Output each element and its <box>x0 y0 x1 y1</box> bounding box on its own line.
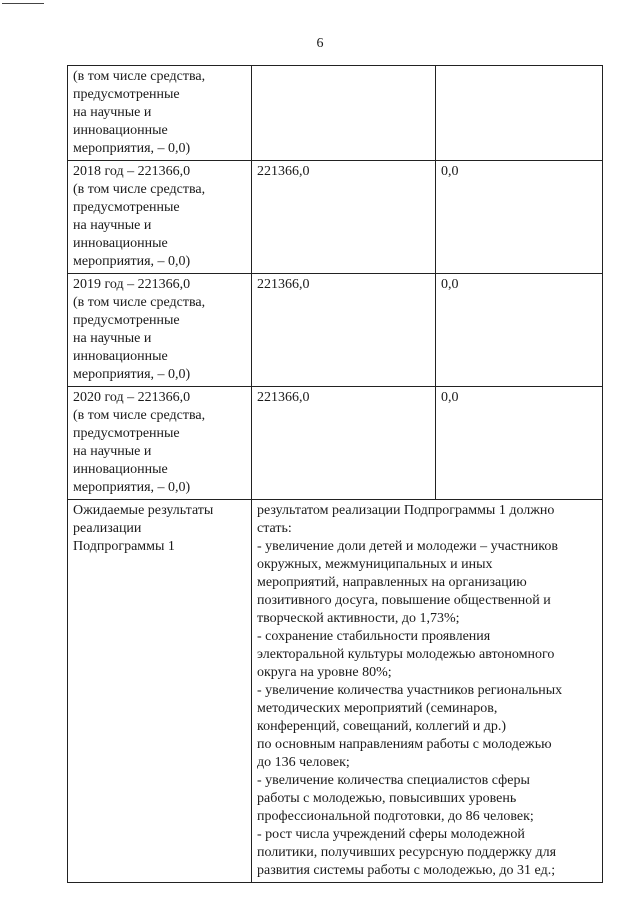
cell-text-line: округа на уровне 80%; <box>257 665 392 680</box>
budget-value-cell <box>252 387 436 500</box>
table-row-expected-results <box>68 500 603 883</box>
cell-text-line: (в том числе средства, <box>73 182 206 197</box>
cell-text-line: - увеличение количества участников региональных <box>257 683 563 698</box>
funding-description-cell <box>68 161 252 274</box>
cell-text-line: (в том числе средства, <box>73 295 206 310</box>
cell-text-line: окружных, межмуниципальных и иных <box>257 557 493 572</box>
page-number: 6 <box>316 36 324 51</box>
cell-text-line: на научные и <box>73 105 152 120</box>
cell-text-line: мероприятия, – 0,0) <box>73 141 191 156</box>
cell-text-line: профессиональной подготовки, до 86 человек; <box>257 809 534 824</box>
extra-value: 0,0 <box>441 390 459 405</box>
program-funding-table <box>67 65 603 883</box>
table-row <box>68 66 603 161</box>
cell-text-line: результатом реализации Подпрограммы 1 должно <box>257 503 555 518</box>
cell-text-line: 2020 год – 221366,0 <box>73 390 191 405</box>
cell-text-line: - сохранение стабильности проявления <box>257 629 491 644</box>
cell-text-line: конференций, совещаний, коллегий и др.) <box>257 719 507 734</box>
cell-text-line: позитивного досуга, повышение общественной и <box>257 593 551 608</box>
budget-value-cell <box>252 161 436 274</box>
cell-text-line: - увеличение доли детей и молодежи – участников <box>257 539 558 554</box>
expected-results-label-cell <box>68 500 252 883</box>
cell-text-line: стать: <box>257 521 292 536</box>
funding-description-cell <box>68 66 252 161</box>
cell-text-line: инновационные <box>73 123 168 138</box>
cell-text-line: предусмотренные <box>73 87 180 102</box>
budget-value-cell <box>252 66 436 161</box>
budget-value: 221366,0 <box>257 277 310 292</box>
cell-text-line: инновационные <box>73 462 168 477</box>
cell-text-line: политики, получивших ресурсную поддержку для <box>257 845 557 860</box>
scan-edge-mark <box>2 3 44 4</box>
cell-text-line: - рост числа учреждений сферы молодежной <box>257 827 525 842</box>
cell-text-line: реализации <box>73 521 142 536</box>
extra-funding-cell <box>436 387 603 500</box>
extra-funding-cell <box>436 66 603 161</box>
budget-value: 221366,0 <box>257 390 310 405</box>
extra-funding-cell <box>436 274 603 387</box>
cell-text-line: методических мероприятий (семинаров, <box>257 701 498 716</box>
table-row <box>68 161 603 274</box>
cell-text-line: инновационные <box>73 236 168 251</box>
cell-text-line: мероприятий, направленных на организацию <box>257 575 527 590</box>
cell-text-line: по основным направлениям работы с молодежью <box>257 737 552 752</box>
cell-text-line: Подпрограммы 1 <box>73 539 175 554</box>
cell-text-line: предусмотренные <box>73 200 180 215</box>
cell-text-line: 2018 год – 221366,0 <box>73 164 191 179</box>
cell-text-line: творческой активности, до 1,73%; <box>257 611 460 626</box>
cell-text-line: (в том числе средства, <box>73 408 206 423</box>
cell-text-line: инновационные <box>73 349 168 364</box>
cell-text-line: работы с молодежью, повысивших уровень <box>257 791 517 806</box>
extra-funding-cell <box>436 161 603 274</box>
extra-value: 0,0 <box>441 164 459 179</box>
cell-text-line: предусмотренные <box>73 426 180 441</box>
cell-text-line: Ожидаемые результаты <box>73 503 214 518</box>
budget-value-cell <box>252 274 436 387</box>
expected-results-text-cell <box>252 500 603 883</box>
cell-text-line: на научные и <box>73 444 152 459</box>
funding-description-cell <box>68 387 252 500</box>
table-row <box>68 274 603 387</box>
cell-text-line: до 136 человек; <box>257 755 350 770</box>
cell-text-line: мероприятия, – 0,0) <box>73 367 191 382</box>
cell-text-line: развития системы работы с молодежью, до 31 ед.; <box>257 863 556 878</box>
table-row <box>68 387 603 500</box>
cell-text-line: электоральной культуры молодежью автономного <box>257 647 555 662</box>
cell-text-line: (в том числе средства, <box>73 69 206 84</box>
extra-value: 0,0 <box>441 277 459 292</box>
budget-value: 221366,0 <box>257 164 310 179</box>
cell-text-line: - увеличение количества специалистов сферы <box>257 773 530 788</box>
cell-text-line: мероприятия, – 0,0) <box>73 480 191 495</box>
cell-text-line: на научные и <box>73 218 152 233</box>
cell-text-line: предусмотренные <box>73 313 180 328</box>
funding-description-cell <box>68 274 252 387</box>
cell-text-line: мероприятия, – 0,0) <box>73 254 191 269</box>
cell-text-line: 2019 год – 221366,0 <box>73 277 191 292</box>
cell-text-line: на научные и <box>73 331 152 346</box>
